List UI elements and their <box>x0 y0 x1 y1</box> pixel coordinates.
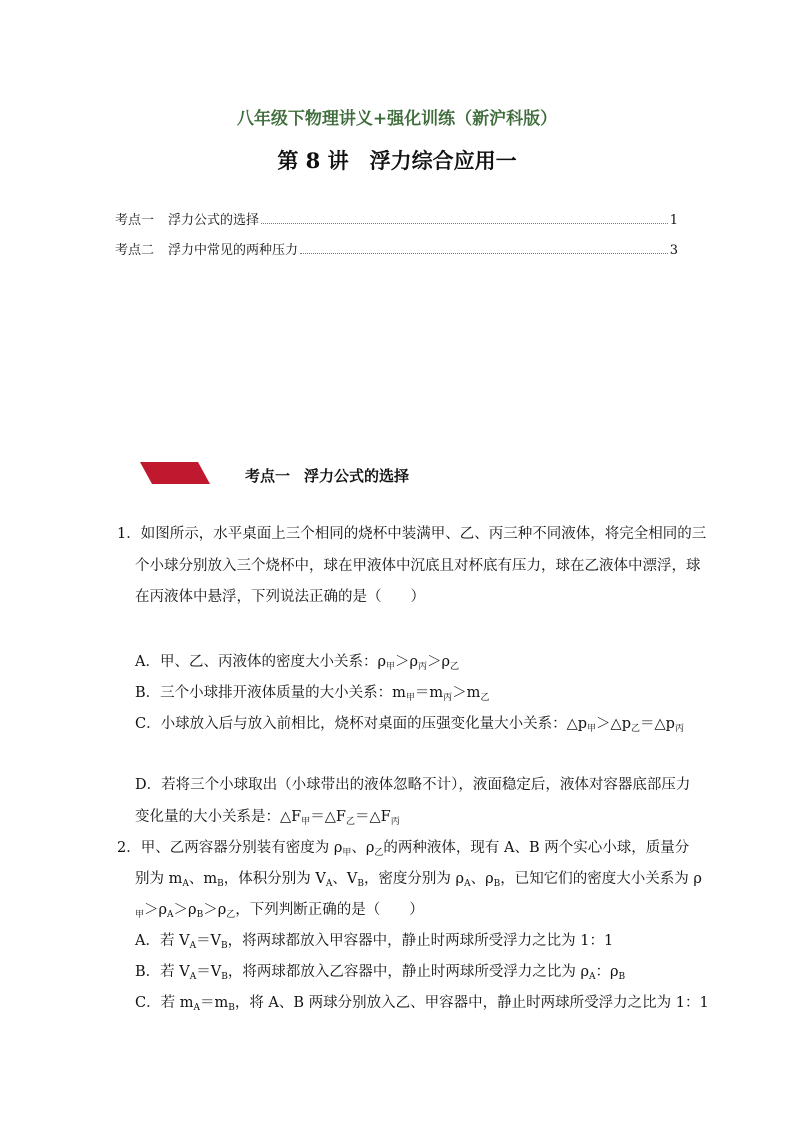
section-banner-shape <box>140 462 210 484</box>
toc-topic: 浮力公式的选择 <box>168 213 260 228</box>
toc-leader <box>261 223 668 224</box>
q2-option-c[interactable]: C．若 $m_A=m_B$，将 A、B 两球分别放入乙、甲容器中，静止时两球所受浮力之比为 1：1 <box>135 995 709 1013</box>
lecture-title: 第 8 讲 浮力综合应用一 <box>277 148 517 173</box>
q1-option-d[interactable]: D．若将三个小球取出（小球带出的液体忽略不计），液面稳定后，液体对容器底部压力 <box>135 777 691 793</box>
q2-stem-line2: 别为 $m_A$、$m_B$，体积分别为 $V_A$、$V_B$，密度分别为 $\rho_A$、$\rho_B$，已知它们的密度大小关系为 ρ <box>135 871 702 889</box>
q1-stem-line2: 个小球分别放入三个烧杯中，球在甲液体中沉底且对杯底有压力，球在乙液体中漂浮，球 <box>135 558 701 574</box>
q1-stem-line3: 在丙液体中悬浮，下列说法正确的是（ ） <box>135 589 425 605</box>
q2-option-b[interactable]: B．若 $V_A=V_B$，将两球都放入乙容器中，静止时两球所受浮力之比为 $\rho_A$：$\rho_B$ <box>135 964 626 982</box>
q1-option-b[interactable]: B．三个小球排开液体质量的大小关系：$m_甲=m_丙>m_乙$ <box>135 685 490 703</box>
section-heading <box>245 465 409 486</box>
q1-option-a[interactable]: A．甲、乙、丙液体的密度大小关系：$\rho_甲>\rho_丙>\rho_乙$ <box>135 654 460 672</box>
section-label: 考点一 <box>245 467 291 485</box>
toc-topic: 浮力中常见的两种压力 <box>168 243 299 258</box>
toc-page: 3 <box>669 243 678 258</box>
document-title: 八年级下物理讲义+强化训练（新沪科版） <box>236 109 558 129</box>
toc-entry-1[interactable] <box>115 208 678 228</box>
q1-option-c[interactable]: C．小球放入后与放入前相比，烧杯对桌面的压强变化量大小关系：$\triangle p_甲>\triangle p_乙=\triangle p_丙$ <box>135 716 684 734</box>
q2-option-a[interactable]: A．若 $V_A=V_B$，将两球都放入甲容器中，静止时两球所受浮力之比为 1：1 <box>135 933 614 951</box>
toc-label: 考点一 <box>115 213 155 228</box>
q2-stem-line3: $_甲>\rho_A>\rho_B>\rho_乙$，下列判断正确的是（ ） <box>135 902 424 920</box>
section-topic: 浮力公式的选择 <box>304 467 410 485</box>
toc-label: 考点二 <box>115 243 155 258</box>
toc-page: 1 <box>669 213 678 228</box>
toc-leader <box>300 253 668 254</box>
q1-option-d-line2: 变化量的大小关系是：$\triangle F_甲=\triangle F_乙=\triangle F_丙$ <box>135 809 400 827</box>
toc-entry-2[interactable] <box>115 238 678 258</box>
q1-stem-line1: 1．如图所示，水平桌面上三个相同的烧杯中装满甲、乙、丙三种不同液体，将完全相同的三 <box>117 526 707 542</box>
q2-stem-line1: 2．甲、乙两容器分别装有密度为 $\rho_甲$、$\rho_乙$的两种液体，现有 A、B 两个实心小球，质量分 <box>117 840 690 858</box>
